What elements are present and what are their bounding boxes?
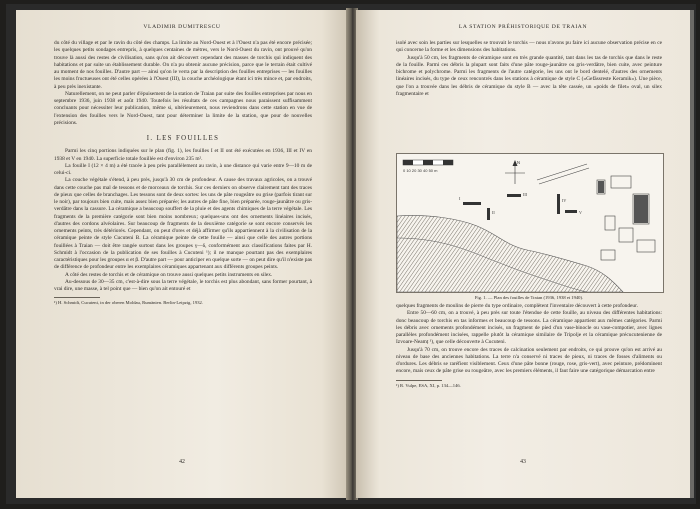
footnote-rule bbox=[54, 297, 100, 298]
trench-label: II bbox=[492, 210, 495, 215]
scale-bar bbox=[403, 160, 453, 173]
body-paragraph: Jusqu'à 70 cm, on trouve encore des traces de calcination seulement par endroits, ce qui prouve qu'on est arrivé au niveau de base des anciennes habitations. La terre n'a conservé ni traces de pieux, ni traces de fosses d'aliments ou d'ordures. Les débris se raréfient visiblement. Ceux d'une pâte bonne (rouge, rose, gris-vert), avec peinture, prédominent encore, mais ceux de pâte grise ou rougeâtre, avec les premiers éléments, il faut faire une catégorique démarcation entre bbox=[396, 346, 662, 375]
trench-label: V bbox=[579, 210, 582, 215]
footnote-rule bbox=[396, 380, 442, 381]
body-paragraph: Jusqu'à 50 cm, les fragments de céramique sont en très grande quantité, tant dans les tas de torchis que dans le reste de la fouille. Parmi ces débris la plupart sont faits d'une pâte rouge-jaunâtre ou gris-verdâtre, bien cuite, avec peinture bichrome et polychrome. Parmi les fragments de l'autre catégorie, les uns ont le bord dentelé, d'autres des ornements linéaires incisés, du type de ceux rencontrés dans les stations à céramique de style C (»Gefässreste Keramik«). Une pièce, que l'on a trouvée dans les débris de céramique du style B — avec la tête cassée, un »poids de filet« oval, un silex fragmentaire et bbox=[396, 54, 662, 97]
intro-paragraph: du côté du village et par le ravin du côté des champs. La limite au Nord-Ouest et à l'Ouest n'a pas été encore précisée; les quelques petits sondages entrepris, à quelques centaines de mètres, vers le Nord-Ouest du ravin, ont prouvé qu'on trouve là aussi des restes de civilisation, sans qu'on ait découvert cependant des masses de torchis qui indiquent des habitations et par suite un établissement durable. On n'a pu obtenir aucune précision, parce que le terrain était cultivé au moment de nos fouilles. D'autre part — ainsi qu'on le verra par la description des fouilles entreprises — les fouilles les moins fructueuses ont été celles opérées à l'Ouest (III), la couche archéologique étant ici très mince et, par endroits, à peu près inexistante. bbox=[54, 40, 312, 90]
running-head-left: VLADIMIR DUMITRESCU bbox=[143, 24, 221, 30]
figure-caption: Fig. 1. — Plan des fouilles de Traian (1936, 1938 et 1940). bbox=[474, 295, 584, 300]
body-paragraph: quelques fragments de moulins de pierre du type ordinaire, complètent l'inventaire découvert à cette profondeur. bbox=[396, 303, 638, 309]
scale-label: 0 10 20 30 40 50 m bbox=[403, 168, 438, 173]
right-text-bottom bbox=[396, 303, 662, 389]
footnote-left: ¹) H. Schmidt, Cucuteni, in der oberen Moldau, Rumänien. Berlin-Leipzig, 1932. bbox=[54, 300, 203, 306]
body-paragraph: La fouille I (12 × 4 m) a été tracée à peu près parallèlement au ravin, à une distance qui varie entre 9—10 m de celui-ci. bbox=[54, 162, 312, 176]
footnote-right: ¹) R. Vulpe, ESA, XI, p. 134—146. bbox=[396, 382, 461, 388]
excavation-plan-figure bbox=[396, 153, 664, 293]
body-paragraph: A côté des restes de torchis et de céramique on trouve aussi quelques petits instruments en silex. bbox=[65, 271, 273, 278]
trench-label: IV bbox=[562, 198, 567, 203]
body-paragraph: Au-dessous de 30—35 cm, c'est-à-dire sous la terre végétale, le torchis est plus abondant, sans former pourtant, à vrai dire, une masse, à tel point que — bien qu'on ait entouré et bbox=[54, 278, 312, 292]
site-plan-drawing bbox=[397, 154, 663, 292]
running-head-right: LA STATION PRÉHISTORIQUE DE TRAIAN bbox=[458, 24, 588, 30]
page-number-left: 42 bbox=[179, 459, 185, 465]
right-text-top bbox=[396, 40, 662, 98]
left-page bbox=[16, 10, 348, 498]
book-spread bbox=[6, 4, 696, 504]
body-paragraph: Entre 50—60 cm, on a trouvé, à peu près sur toute l'étendue de cette fouille, au niveau des différentes habitations: donc beaucoup de torchis en tas informes et beaucoup de tessons. La céramique appartient aux mêmes catégories. Parmi les débris avec ornements profondément incisés, un fragment de pied d'un vase-binocle ou vase-compotier, avec lignes parallèles profondément incisées, rappelle plutôt la céramique similaire de Tripolje et la céramique précucutenienne de Izvoare-Neamț ¹), que celle découverte à Cucuteni. bbox=[396, 310, 662, 346]
intro-paragraph: Naturellement, on ne peut parler d'épuisement de la station de Traian par suite des fouilles entreprises par nous en septembre 1936, juin 1938 et août 1940. Toutefois les résultats de ces campagnes nous paraissent suffisamment concluants pour nécessiter leur publication, même si, ultérieurement, nous reviendrons dans cette station en vue de l'extension des fouilles vers le Nord-Ouest, tant pour déterminer la limite de la station, que pour de nouvelles précisions. bbox=[54, 90, 312, 126]
trench-label: I bbox=[459, 196, 461, 201]
left-text-block bbox=[54, 40, 312, 306]
page-number-right: 43 bbox=[520, 459, 526, 465]
trench-label: III bbox=[523, 192, 527, 197]
body-paragraph: Parmi les cinq portions indiquées sur le plan (fig. 1), les fouilles I et II ont été exécutées en 1936, III et IV en 1938 et V en 1940. La superficie totale fouillée est d'environ 235 m². bbox=[54, 148, 312, 162]
trench-markers bbox=[463, 194, 577, 220]
body-paragraph: La couche végétale s'étend, à peu près, jusqu'à 30 cm de profondeur. A cause des travaux agricoles, on a trouvé dans cette couche pas mal de tessons et de morceaux de torchis. Sur ces derniers on observe clairement tant des traces de pieux que celles de branchages. Les tessons sont de deux sortes: les uns de pâte rougeâtre ou grise (parfois tirant sur le noir), par toujours bien cuite, mais assez bien préparée; les autres de pâte fine, bien préparée, rouge-jaunâtre ou gris-verdâtre dans la cassure. La céramique a beaucoup souffert de la pluie et des agents chimiques de la terre végétale. Les fragments de la première catégorie sont bien moins nombreux; quelques-uns ont des ornements linéaires incisés, d'autres des cordons alvéolaires. Sur beaucoup de fragments de la deuxième catégorie se sont encore conservés les ornements peints, très détériorés. Cependant, on peut d'ores et déjà affirmer qu'ils appartiennent à la civilisation de la céramique peinte de style Cucuteni B. La céramique peinte de cette fouille — ainsi que celle des autres portions fouillées à Traian — doit être rangée surtout dans les groupes γ—δ, conformément aux classifications faites par H. Schmidt à l'occasion de la publication de ses fouilles à Cucuteni ¹); il ne manque pourtant pas des exemplaires caractéristiques pour les groupes α et β. D'autre part — pour anticiper en quelque sorte — on peut dire qu'il n'existe pas de différence de profondeur entre les exemplaires céramiques appartenant aux différents groupes peints. bbox=[54, 177, 312, 271]
page-edge bbox=[690, 10, 694, 498]
north-arrow-icon bbox=[505, 160, 525, 184]
right-page bbox=[356, 10, 690, 498]
ravine-area bbox=[397, 215, 623, 292]
section-title: I. LES FOUILLES bbox=[146, 135, 220, 142]
body-paragraph: isolé avec soin les parties sur lesquelles se trouvait le torchis — nous n'avons pu faire ici aucune observation précise en ce qui concerne la forme et les dimensions des habitations. bbox=[396, 40, 662, 54]
north-label: N bbox=[517, 160, 521, 165]
